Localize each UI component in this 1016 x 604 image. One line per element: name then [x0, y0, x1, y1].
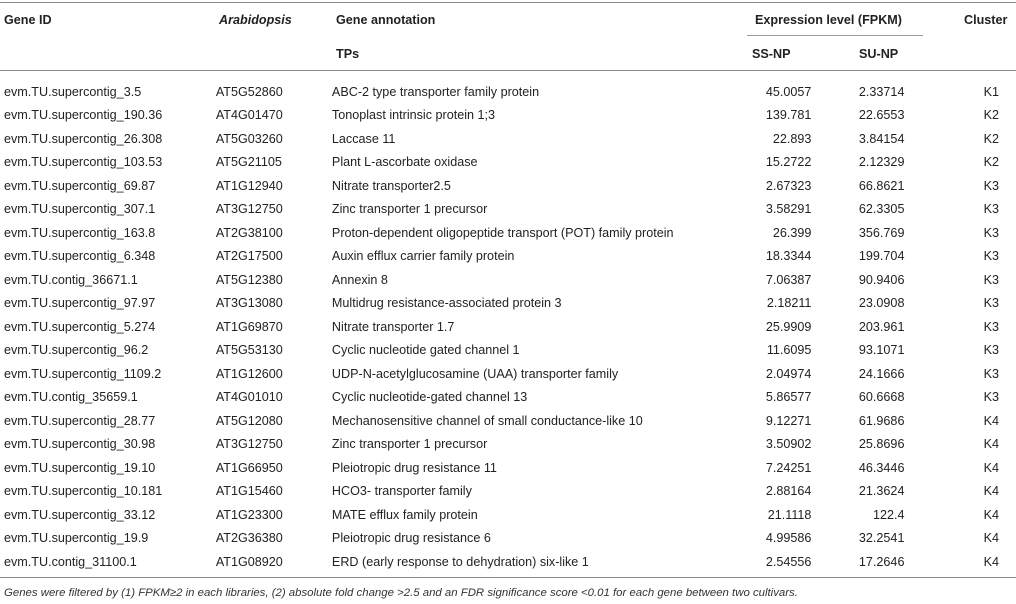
- cell-gene-id: evm.TU.supercontig_1109.2: [4, 366, 162, 381]
- cell-annotation: Zinc transporter 1 precursor: [331, 202, 488, 217]
- gene-table-body: [0, 80, 1016, 574]
- header-rule: [0, 70, 1016, 71]
- cell-annotation: Auxin efflux carrier family protein: [331, 249, 515, 264]
- cell-ss-np: 3.58291: [765, 202, 812, 217]
- cell-cluster: K2: [983, 108, 999, 123]
- cell-annotation: Nitrate transporter2.5: [331, 178, 451, 193]
- cell-cluster: K3: [983, 296, 999, 311]
- cell-annotation: ABC-2 type transporter family protein: [331, 84, 540, 99]
- cell-arabidopsis: AT1G15460: [215, 484, 283, 499]
- cell-su-np: 60.6668: [858, 390, 905, 405]
- table-row: [0, 104, 1016, 128]
- table-row: [0, 80, 1016, 104]
- cell-annotation: Proton-dependent oligopeptide transport (POT) family protein: [331, 225, 674, 240]
- cell-arabidopsis: AT1G12600: [215, 366, 283, 381]
- table-row: [0, 127, 1016, 151]
- cell-arabidopsis: AT1G69870: [215, 319, 283, 334]
- cell-annotation: ERD (early response to dehydration) six-like 1: [331, 554, 589, 569]
- cell-arabidopsis: AT3G13080: [215, 296, 283, 311]
- cell-gene-id: evm.TU.supercontig_96.2: [4, 343, 149, 358]
- cell-su-np: 356.769: [858, 225, 905, 240]
- header-gene-id: Gene ID: [4, 13, 52, 27]
- cell-su-np: 203.961: [858, 319, 905, 334]
- header-ss-np: SS-NP: [752, 47, 791, 61]
- table-row: [0, 268, 1016, 292]
- cell-gene-id: evm.TU.supercontig_103.53: [4, 155, 163, 170]
- cell-ss-np: 11.6095: [766, 343, 812, 358]
- cell-arabidopsis: AT5G03260: [215, 131, 283, 146]
- cell-cluster: K3: [983, 225, 999, 240]
- cell-cluster: K3: [983, 272, 999, 287]
- cell-cluster: K4: [983, 413, 999, 428]
- cell-cluster: K3: [983, 249, 999, 264]
- table-row: [0, 527, 1016, 551]
- cell-arabidopsis: AT3G12750: [215, 437, 283, 452]
- cell-gene-id: evm.TU.supercontig_26.308: [4, 131, 163, 146]
- cell-arabidopsis: AT5G21105: [215, 155, 282, 170]
- cell-ss-np: 4.99586: [765, 531, 812, 546]
- cell-arabidopsis: AT2G17500: [215, 249, 283, 264]
- cell-gene-id: evm.TU.supercontig_19.9: [4, 531, 149, 546]
- cell-su-np: 25.8696: [858, 437, 905, 452]
- cell-gene-id: evm.TU.supercontig_6.348: [4, 249, 156, 264]
- cell-ss-np: 3.50902: [765, 437, 812, 452]
- cell-ss-np: 45.0057: [765, 84, 812, 99]
- cell-annotation: Tonoplast intrinsic protein 1;3: [331, 108, 496, 123]
- cell-ss-np: 21.1118: [767, 507, 812, 522]
- cell-annotation: Nitrate transporter 1.7: [331, 319, 455, 334]
- cell-gene-id: evm.TU.contig_31100.1: [4, 554, 137, 569]
- cell-su-np: 24.1666: [858, 366, 905, 381]
- cell-gene-id: evm.TU.contig_35659.1: [4, 390, 138, 405]
- cell-cluster: K4: [983, 507, 999, 522]
- cell-annotation: Multidrug resistance-associated protein 3: [331, 296, 562, 311]
- cell-cluster: K4: [983, 437, 999, 452]
- cell-ss-np: 2.18211: [766, 296, 812, 311]
- table-footnote: Genes were filtered by (1) FPKM≥2 in each libraries, (2) absolute fold change >2.5 and an FDR significance score <0.01 for each gene between two cultivars.: [4, 587, 798, 599]
- cell-su-np: 22.6553: [858, 108, 905, 123]
- cell-ss-np: 22.893: [772, 131, 812, 146]
- cell-ss-np: 7.06387: [765, 272, 812, 287]
- cell-ss-np: 7.24251: [765, 460, 812, 475]
- header-expression-level: Expression level (FPKM): [755, 13, 902, 27]
- table-row: [0, 221, 1016, 245]
- table-row: [0, 315, 1016, 339]
- cell-su-np: 122.4: [872, 507, 905, 522]
- cell-su-np: 61.9686: [858, 413, 905, 428]
- cell-arabidopsis: AT1G66950: [215, 460, 283, 475]
- cell-ss-np: 2.88164: [765, 484, 812, 499]
- cell-annotation: Cyclic nucleotide-gated channel 13: [331, 390, 528, 405]
- cell-ss-np: 9.12271: [765, 413, 812, 428]
- cell-annotation: Cyclic nucleotide gated channel 1: [331, 343, 520, 358]
- table-row: [0, 339, 1016, 363]
- cell-annotation: MATE efflux family protein: [331, 507, 478, 522]
- cell-ss-np: 2.54556: [765, 554, 812, 569]
- cell-arabidopsis: AT1G08920: [215, 554, 283, 569]
- cell-arabidopsis: AT1G23300: [215, 507, 283, 522]
- cell-gene-id: evm.TU.contig_36671.1: [4, 272, 138, 287]
- cell-gene-id: evm.TU.supercontig_19.10: [4, 460, 156, 475]
- cell-gene-id: evm.TU.supercontig_10.181: [4, 484, 163, 499]
- cell-annotation: Plant L-ascorbate oxidase: [331, 155, 478, 170]
- header-tps: TPs: [336, 47, 360, 61]
- table-row: [0, 198, 1016, 222]
- cell-su-np: 93.1071: [858, 343, 905, 358]
- cell-cluster: K3: [983, 202, 999, 217]
- cell-annotation: Annexin 8: [331, 272, 388, 287]
- cell-ss-np: 5.86577: [765, 390, 812, 405]
- cell-su-np: 62.3305: [858, 202, 905, 217]
- table-row: [0, 503, 1016, 527]
- cell-gene-id: evm.TU.supercontig_190.36: [4, 108, 163, 123]
- cell-annotation: Laccase 11: [331, 131, 396, 146]
- cell-ss-np: 139.781: [765, 108, 812, 123]
- cell-annotation: HCO3- transporter family: [331, 484, 472, 499]
- cell-su-np: 90.9406: [858, 272, 905, 287]
- cell-su-np: 21.3624: [858, 484, 905, 499]
- header-gene-annotation: Gene annotation: [336, 13, 436, 27]
- cell-arabidopsis: AT4G01470: [215, 108, 283, 123]
- cell-arabidopsis: AT3G12750: [215, 202, 283, 217]
- cell-su-np: 199.704: [858, 249, 905, 264]
- cell-arabidopsis: AT5G53130: [215, 343, 283, 358]
- cell-arabidopsis: AT4G01010: [215, 390, 283, 405]
- table-row: [0, 433, 1016, 457]
- cell-arabidopsis: AT5G52860: [215, 84, 283, 99]
- cell-gene-id: evm.TU.supercontig_5.274: [4, 319, 156, 334]
- table-row: [0, 151, 1016, 175]
- cell-cluster: K4: [983, 484, 999, 499]
- top-rule: [0, 2, 1016, 3]
- cell-gene-id: evm.TU.supercontig_3.5: [4, 84, 142, 99]
- cell-su-np: 46.3446: [858, 460, 905, 475]
- table-row: [0, 409, 1016, 433]
- cell-ss-np: 2.67323: [765, 178, 812, 193]
- table-row: [0, 362, 1016, 386]
- cell-annotation: Pleiotropic drug resistance 6: [331, 531, 491, 546]
- cell-arabidopsis: AT5G12080: [215, 413, 283, 428]
- cell-annotation: Mechanosensitive channel of small conductance-like 10: [331, 413, 643, 428]
- table-row: [0, 480, 1016, 504]
- cell-cluster: K4: [983, 554, 999, 569]
- cell-annotation: UDP-N-acetylglucosamine (UAA) transporter family: [331, 366, 619, 381]
- cell-cluster: K4: [983, 460, 999, 475]
- cell-gene-id: evm.TU.supercontig_33.12: [4, 507, 156, 522]
- cell-cluster: K3: [983, 178, 999, 193]
- cell-annotation: Pleiotropic drug resistance 11: [331, 460, 497, 475]
- cell-cluster: K3: [983, 390, 999, 405]
- cell-cluster: K3: [983, 343, 999, 358]
- header-su-np: SU-NP: [859, 47, 899, 61]
- cell-ss-np: 25.9909: [765, 319, 812, 334]
- cell-ss-np: 26.399: [772, 225, 812, 240]
- cell-cluster: K2: [983, 155, 999, 170]
- cell-cluster: K3: [983, 366, 999, 381]
- cell-cluster: K1: [983, 84, 999, 99]
- cell-arabidopsis: AT5G12380: [215, 272, 283, 287]
- cell-cluster: K3: [983, 319, 999, 334]
- cell-cluster: K4: [983, 531, 999, 546]
- cell-su-np: 32.2541: [858, 531, 905, 546]
- cell-gene-id: evm.TU.supercontig_30.98: [4, 437, 156, 452]
- cell-su-np: 17.2646: [858, 554, 905, 569]
- table-row: [0, 245, 1016, 269]
- cell-ss-np: 2.04974: [765, 366, 812, 381]
- table-row: [0, 292, 1016, 316]
- header-arabidopsis: Arabidopsis: [219, 13, 292, 27]
- cell-arabidopsis: AT2G38100: [215, 225, 283, 240]
- cell-su-np: 66.8621: [858, 178, 905, 193]
- cell-gene-id: evm.TU.supercontig_28.77: [4, 413, 156, 428]
- header-cluster: Cluster: [964, 13, 1008, 27]
- cell-gene-id: evm.TU.supercontig_163.8: [4, 225, 156, 240]
- cell-arabidopsis: AT1G12940: [215, 178, 283, 193]
- table-row: [0, 386, 1016, 410]
- expression-subrule: [747, 35, 923, 36]
- cell-su-np: 2.12329: [858, 155, 905, 170]
- cell-cluster: K2: [983, 131, 999, 146]
- cell-arabidopsis: AT2G36380: [215, 531, 283, 546]
- cell-gene-id: evm.TU.supercontig_69.87: [4, 178, 156, 193]
- table-row: [0, 174, 1016, 198]
- cell-su-np: 2.33714: [858, 84, 905, 99]
- bottom-rule: [0, 577, 1016, 578]
- cell-gene-id: evm.TU.supercontig_307.1: [4, 202, 156, 217]
- cell-gene-id: evm.TU.supercontig_97.97: [4, 296, 156, 311]
- cell-su-np: 23.0908: [858, 296, 905, 311]
- cell-ss-np: 18.3344: [765, 249, 812, 264]
- cell-annotation: Zinc transporter 1 precursor: [331, 437, 488, 452]
- table-row: [0, 550, 1016, 574]
- cell-su-np: 3.84154: [858, 131, 905, 146]
- table-row: [0, 456, 1016, 480]
- cell-ss-np: 15.2722: [765, 155, 812, 170]
